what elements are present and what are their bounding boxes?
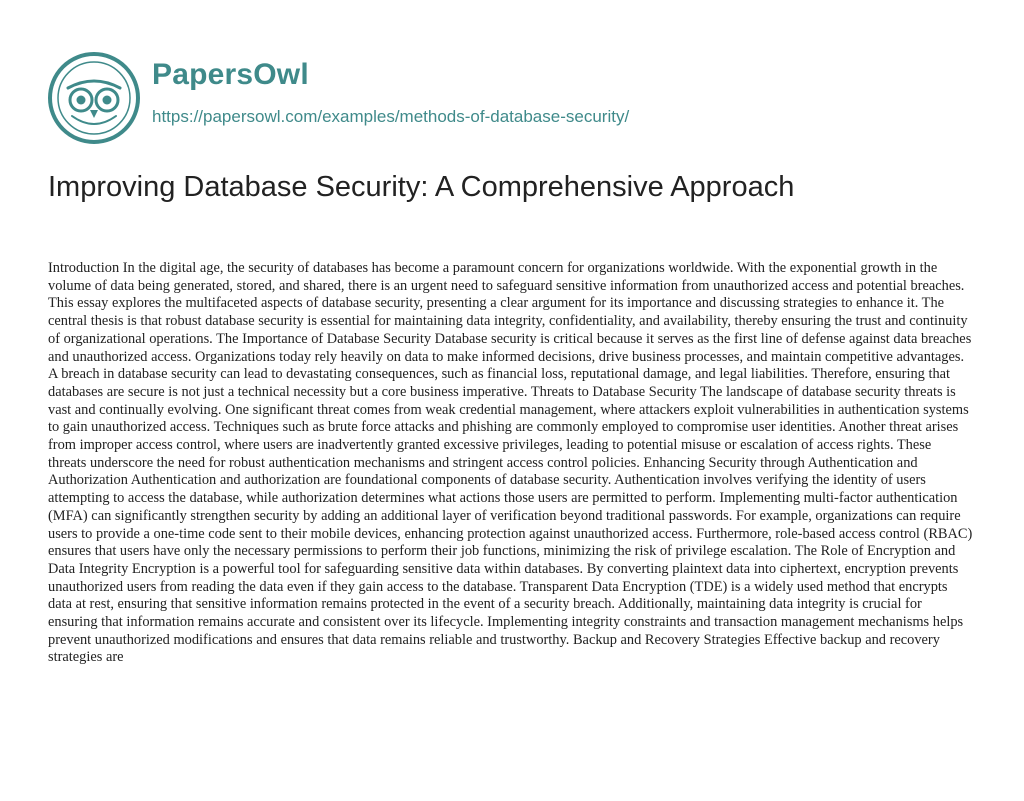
brand-name: PapersOwl	[152, 58, 309, 91]
source-url-link[interactable]: https://papersowl.com/examples/methods-of-database-security/	[152, 107, 630, 126]
essay-body: Introduction In the digital age, the security of databases has become a paramount concern for organizations worldwide. With the exponential growth in the volume of data being generated, stored, and shared, there is an urgent need to safeguard sensitive information from unauthorized access and potential breaches. This essay explores the multifaceted aspects of database security, presenting a clear argument for its importance and discussing strategies to enhance it. The central thesis is that robust database security is essential for maintaining data integrity, confidentiality, and availability, thereby ensuring the trust and continuity of organizational operations. The Importance of Database Security Database security is critical because it serves as the first line of defense against data breaches and unauthorized access. Organizations today rely heavily on data to make informed decisions, drive business processes, and maintain competitive advantages. A breach in database security can lead to devastating consequences, such as financial loss, reputational damage, and legal liabilities. Therefore, ensuring that databases are secure is not just a technical necessity but a core business imperative. Threats to Database Security The landscape of database security threats is vast and continually evolving. One significant threat comes from weak credential management, where attackers exploit vulnerabilities in authentication systems to gain unauthorized access. Techniques such as brute force attacks and phishing are commonly employed to compromise user identities. Another threat arises from improper access control, where users are inadvertently granted excessive privileges, leading to potential misuse or escalation of access rights. These threats underscore the need for robust authentication mechanisms and stringent access control policies. Enhancing Security through Authentication and Authorization Authentication and authorization are foundational components of database security. Authentication involves verifying the identity of users attempting to access the database, while authorization determines what actions those users are permitted to perform. Implementing multi-factor authentication (MFA) can significantly strengthen security by adding an additional layer of verification beyond traditional passwords. For example, organizations can require users to provide a one-time code sent to their mobile devices, enhancing protection against unauthorized access. Furthermore, role-based access control (RBAC) ensures that users have only the necessary permissions to perform their job functions, minimizing the risk of privilege escalation. The Role of Encryption and Data Integrity Encryption is a powerful tool for safeguarding sensitive data within databases. By converting plaintext data into ciphertext, encryption prevents unauthorized users from reading the data even if they gain access to the database. Transparent Data Encryption (TDE) is a widely used method that encrypts data at rest, ensuring that sensitive information remains protected in the event of a security breach. Additionally, maintaining data integrity is crucial for ensuring that information remains accurate and consistent over its lifecycle. Implementing integrity constraints and transaction management mechanisms helps prevent unauthorized modifications and ensures that data remains reliable and trustworthy. Backup and Recovery Strategies Effective backup and recovery strategies are	[48, 260, 973, 666]
owl-icon	[48, 52, 140, 144]
site-header	[48, 48, 1008, 148]
essay-title: Improving Database Security: A Comprehensive Approach	[48, 171, 795, 203]
